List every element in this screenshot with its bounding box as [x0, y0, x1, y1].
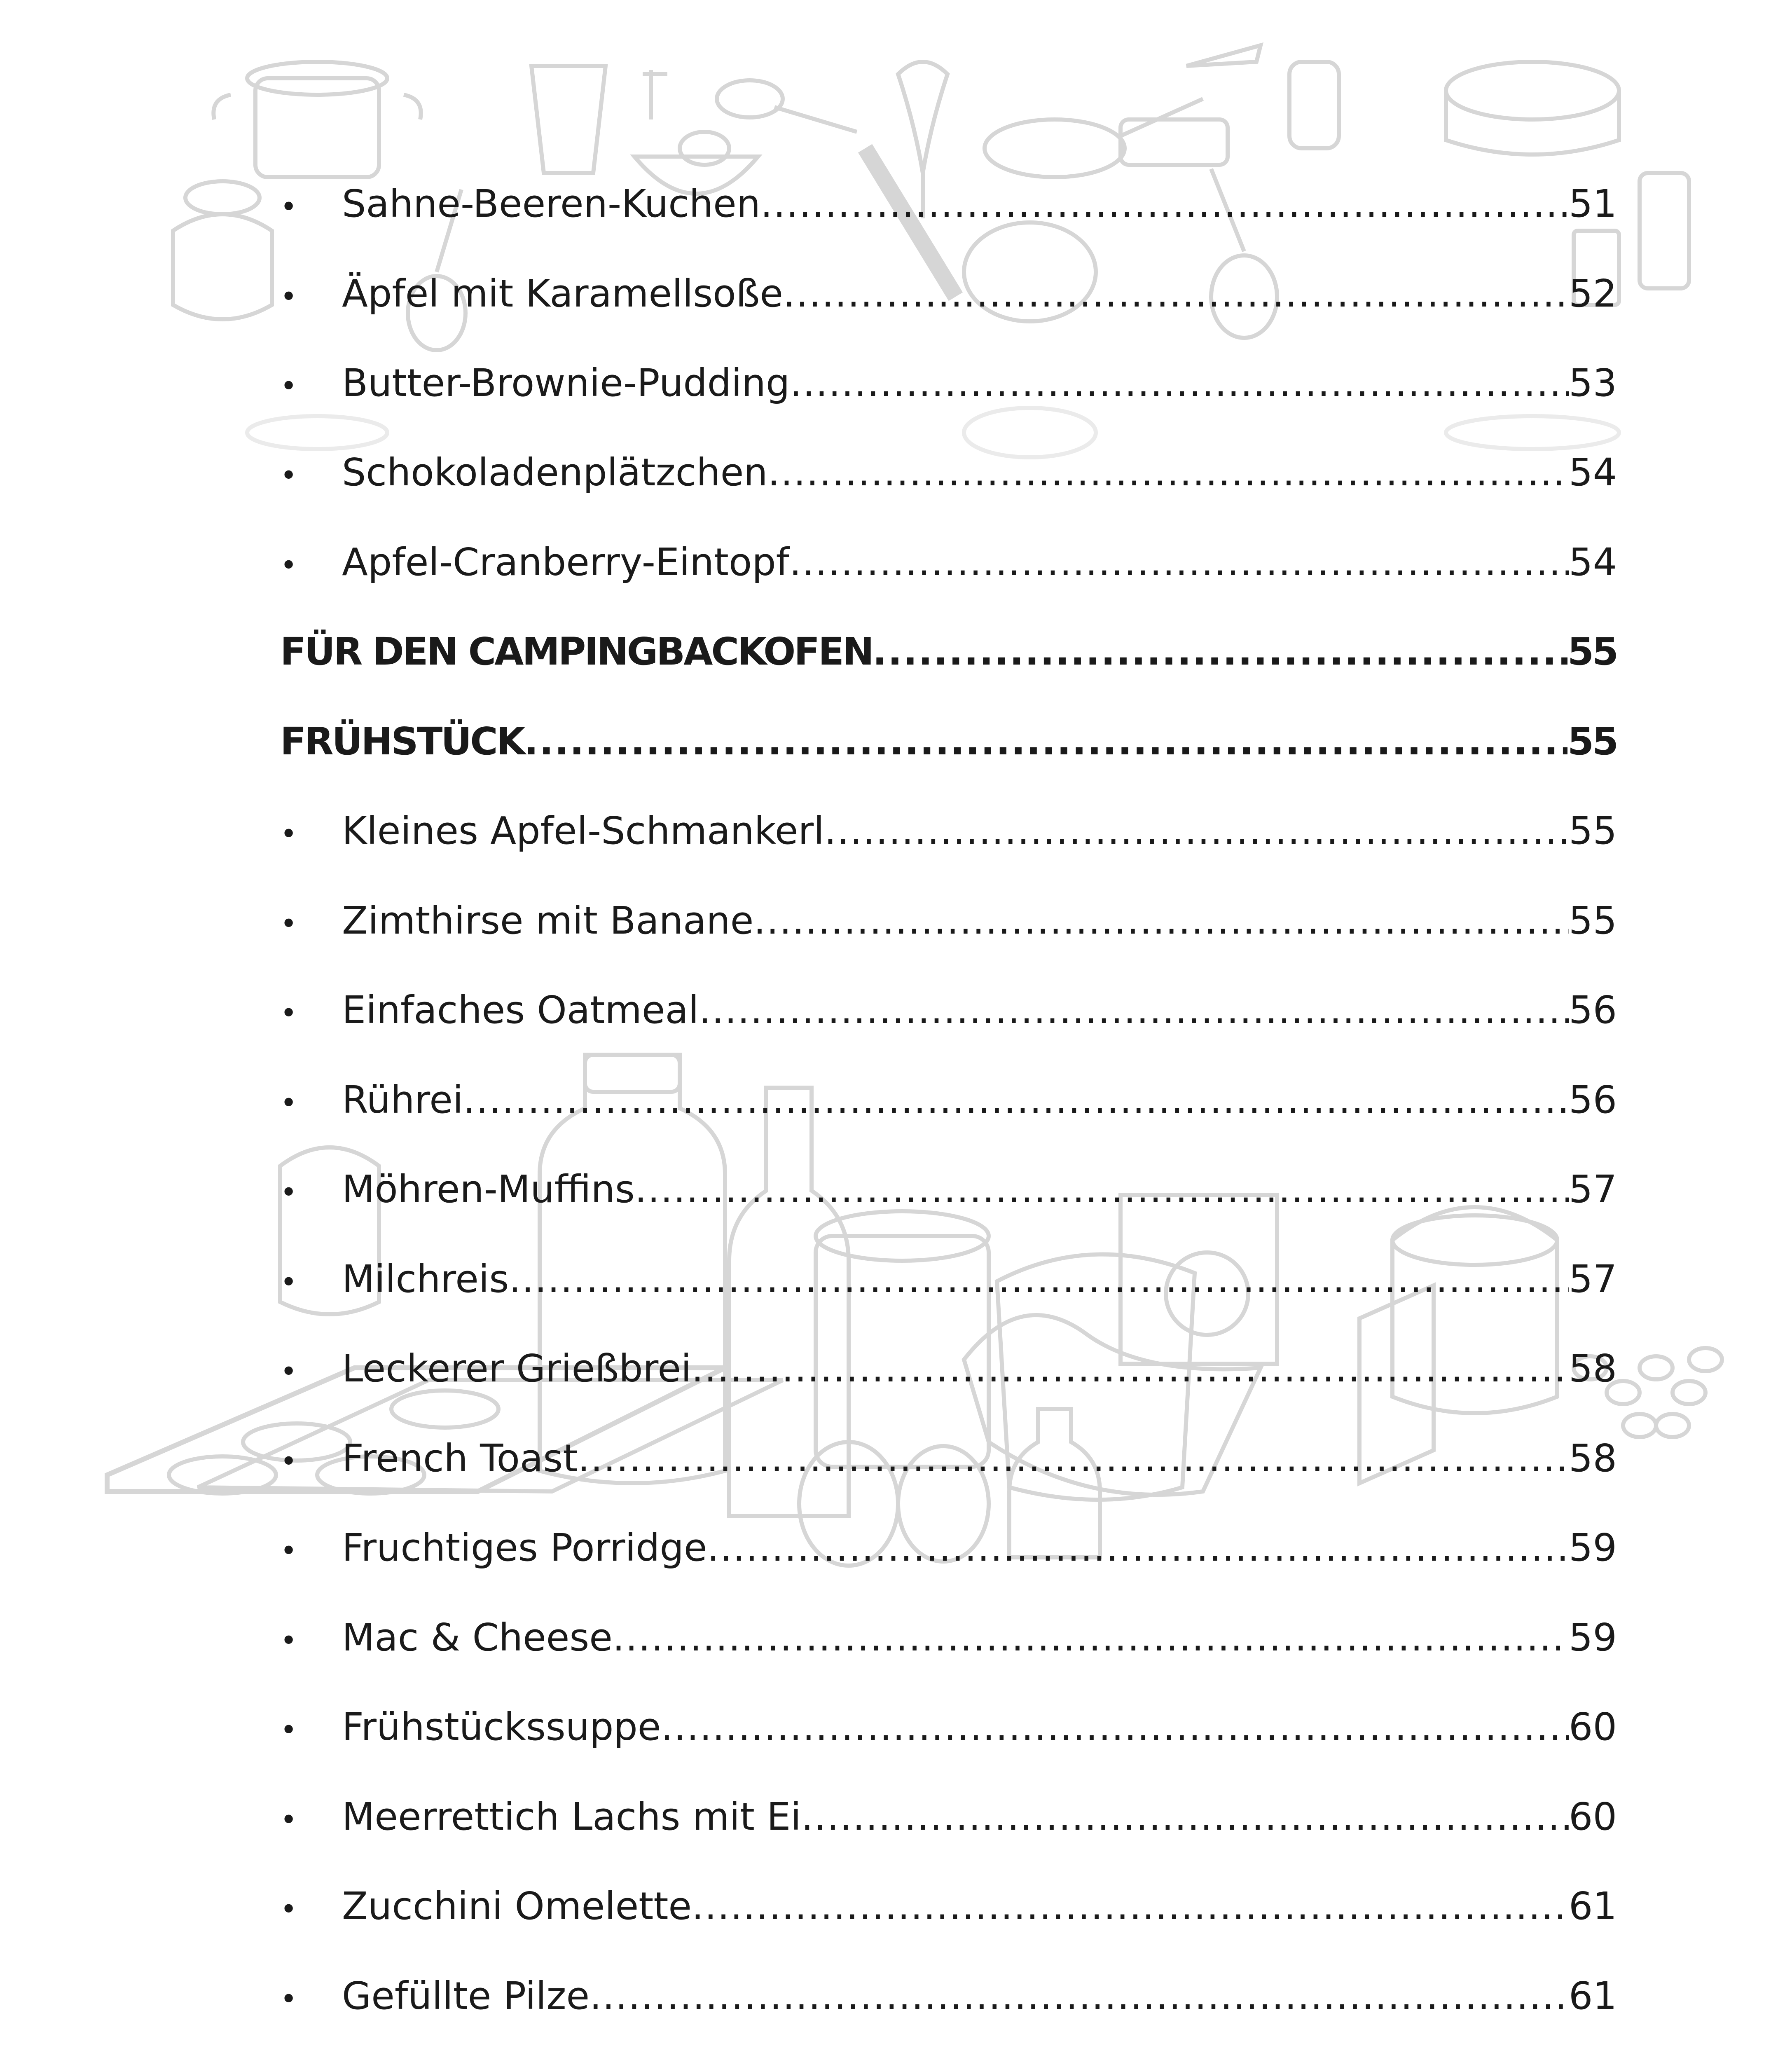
entry-title: Sahne-Beeren-Kuchen [342, 182, 760, 226]
page-number: 52 [1568, 272, 1617, 316]
page-number: 61 [1568, 1884, 1617, 1928]
entry-title [342, 2055, 716, 2060]
entry-title: Milchreis [342, 1257, 509, 1301]
page-number: 59 [1568, 1615, 1617, 1660]
dot-leader [524, 711, 1567, 772]
page-number [1569, 2055, 1617, 2060]
page-number: 57 [1568, 1167, 1617, 1211]
dot-leader [635, 1159, 1569, 1220]
dot-leader [590, 1965, 1569, 2027]
page-number: 51 [1568, 182, 1617, 226]
dot-leader [789, 531, 1569, 593]
bullet: • [280, 459, 297, 492]
toc-entry[interactable] [280, 263, 1617, 325]
entry-title: Butter-Brownie-Pudding [342, 361, 790, 405]
toc-entry[interactable] [280, 352, 1617, 414]
dot-leader [578, 1428, 1569, 1489]
dot-leader [699, 979, 1568, 1041]
toc-entry[interactable] [280, 1965, 1617, 2027]
section-title: FÜR DEN CAMPINGBACKOFEN [280, 630, 873, 674]
dot-leader [509, 1248, 1569, 1310]
dot-leader [824, 800, 1569, 862]
toc-entry[interactable] [280, 2055, 1617, 2060]
toc-entry[interactable] [280, 1875, 1617, 1937]
bullet: • [280, 1624, 297, 1657]
page-number: 60 [1568, 1795, 1617, 1839]
page-number: 55 [1568, 899, 1617, 943]
bullet: • [280, 280, 297, 314]
bullet [280, 2058, 342, 2060]
bullet: • [280, 1265, 297, 1299]
bullet: • [280, 369, 297, 403]
entry-title: Äpfel mit Karamellsoße [342, 272, 784, 316]
dot-leader [790, 352, 1569, 414]
toc-entry[interactable] [280, 800, 1617, 862]
bullet: • [280, 1086, 297, 1120]
toc-entry[interactable] [280, 173, 1617, 235]
bullet: • [280, 996, 297, 1030]
toc-entry[interactable] [280, 1248, 1617, 1310]
dot-leader [463, 1069, 1569, 1131]
page-number: 55 [1567, 719, 1617, 763]
toc-section-heading[interactable] [280, 621, 1617, 683]
bullet: • [280, 907, 297, 941]
toc-entry[interactable] [280, 1338, 1617, 1400]
page-number: 56 [1568, 988, 1617, 1032]
page-number: 58 [1568, 1346, 1617, 1390]
dot-leader [707, 1517, 1569, 1579]
page-number: 60 [1568, 1705, 1617, 1749]
entry-title: Mac & Cheese [342, 1615, 613, 1660]
entry-title: Rührei [342, 1078, 463, 1122]
bullet: • [280, 1803, 297, 1837]
bullet: • [280, 1713, 297, 1747]
toc-entry[interactable] [280, 890, 1617, 952]
toc-entry[interactable] [280, 1159, 1617, 1220]
bullet: • [280, 1534, 297, 1568]
page-number: 57 [1568, 1257, 1617, 1301]
bullet: • [280, 1355, 297, 1388]
bullet: • [280, 1982, 297, 2016]
toc-entry[interactable] [280, 1696, 1617, 1758]
bullet: • [280, 1175, 297, 1209]
toc-entry[interactable] [280, 442, 1617, 503]
entry-title: Kleines Apfel-Schmankerl [342, 809, 824, 853]
entry-title: Leckerer Grießbrei [342, 1346, 692, 1390]
dot-leader [692, 1875, 1569, 1937]
bullet: • [280, 817, 297, 851]
entry-title: Meerrettich Lachs mit Ei [342, 1795, 801, 1839]
page-number: 53 [1568, 361, 1617, 405]
toc-entry[interactable] [280, 979, 1617, 1041]
entry-title: Fruchtiges Porridge [342, 1526, 707, 1570]
bullet: • [280, 1444, 297, 1478]
dot-leader [768, 442, 1569, 503]
page-number: 56 [1568, 1078, 1617, 1122]
entry-title: Einfaches Oatmeal [342, 988, 699, 1032]
entry-title: Frühstückssuppe [342, 1705, 661, 1749]
toc-entry[interactable] [280, 1428, 1617, 1489]
dot-leader [760, 173, 1569, 235]
dot-leader [753, 890, 1569, 952]
page-number: 58 [1568, 1436, 1617, 1480]
dot-leader [873, 621, 1567, 683]
dot-leader [661, 1696, 1569, 1758]
entry-title: Möhren-Muffins [342, 1167, 635, 1211]
toc-entry[interactable] [280, 1517, 1617, 1579]
page-number: 54 [1568, 540, 1617, 584]
toc-entry[interactable] [280, 1786, 1617, 1848]
dot-leader [716, 2055, 1569, 2060]
section-title: FRÜHSTÜCK [280, 719, 524, 763]
entry-title: French Toast [342, 1436, 578, 1480]
toc-section-heading[interactable] [280, 711, 1617, 772]
page-number: 54 [1568, 450, 1617, 494]
dot-leader [691, 1338, 1568, 1400]
toc-entry[interactable] [280, 1069, 1617, 1131]
bullet: • [280, 190, 297, 224]
dot-leader [783, 263, 1569, 325]
entry-title: Zucchini Omelette [342, 1884, 692, 1928]
page-number: 59 [1568, 1526, 1617, 1570]
entry-title: Zimthirse mit Banane [342, 899, 754, 943]
entry-title: Gefüllte Pilze [342, 1974, 590, 2018]
page-number: 55 [1568, 809, 1617, 853]
toc-entry[interactable] [280, 531, 1617, 593]
page-number: 55 [1567, 630, 1617, 674]
dot-leader [613, 1607, 1569, 1669]
page-number: 61 [1568, 1974, 1617, 2018]
entry-title: Apfel-Cranberry-Eintopf [342, 540, 790, 584]
entry-title: Schokoladenplätzchen [342, 450, 768, 494]
bullet: • [280, 548, 297, 582]
dot-leader [801, 1786, 1569, 1848]
toc-entry[interactable] [280, 1607, 1617, 1669]
bullet: • [280, 1892, 297, 1926]
